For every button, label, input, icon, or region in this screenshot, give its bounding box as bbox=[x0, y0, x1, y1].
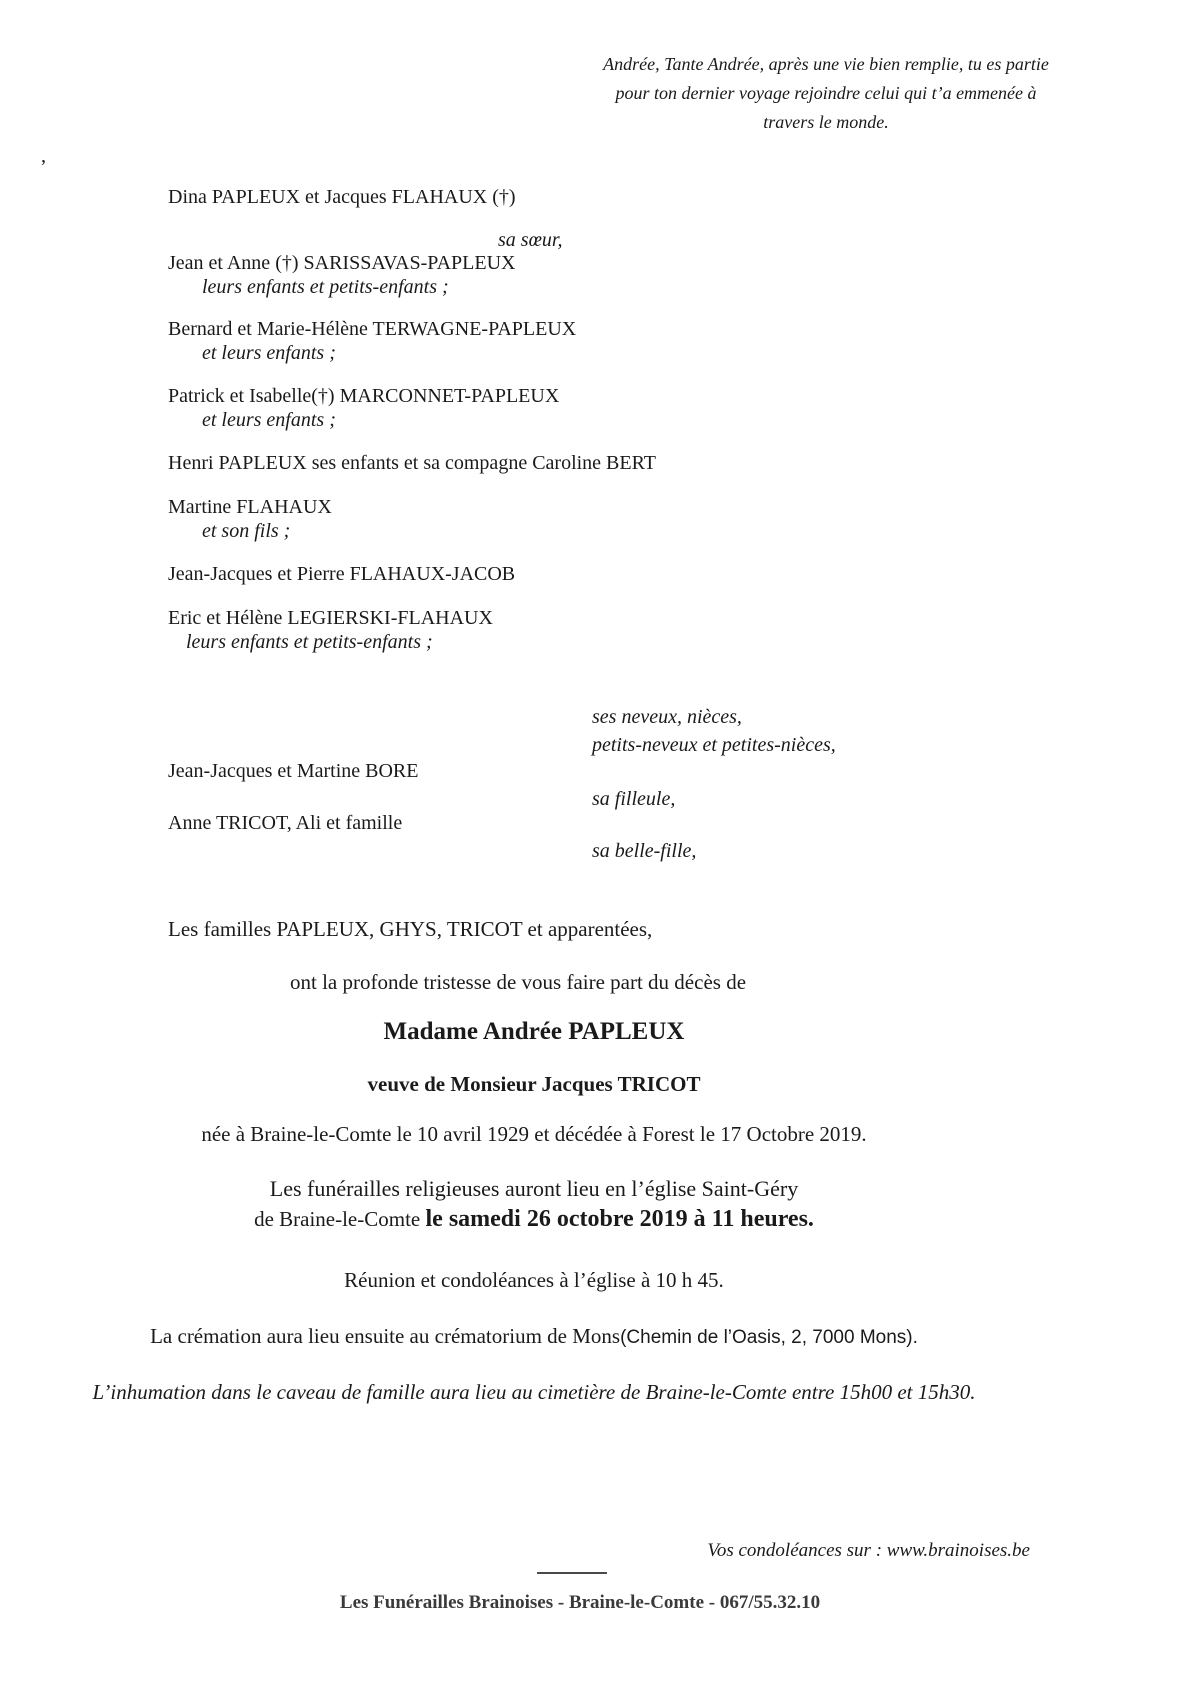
epigraph-line: Andrée, Tante Andrée, après une vie bien remplie, tu es partie bbox=[603, 54, 1049, 74]
funeral-line-1: Les funérailles religieuses auront lieu en l’église Saint-Géry bbox=[269, 1176, 799, 1201]
funeral-home-footer: Les Funérailles Brainoises - Braine-le-Comte - 067/55.32.10 bbox=[339, 1592, 821, 1613]
deceased-name: Madame Andrée PAPLEUX bbox=[383, 1018, 685, 1045]
gathering-line: Réunion et condoléances à l’église à 10 h 45. bbox=[344, 1268, 724, 1292]
relative-subline-jean-anne: leurs enfants et petits-enfants ; bbox=[202, 276, 449, 298]
relative-line-jj-pierre: Jean-Jacques et Pierre FLAHAUX-JACOB bbox=[168, 563, 516, 585]
families-line: Les familles PAPLEUX, GHYS, TRICOT et apparentées, bbox=[168, 917, 653, 941]
stray-mark: ’ bbox=[40, 156, 47, 178]
relative-subline-patrick: et leurs enfants ; bbox=[202, 409, 336, 431]
epigraph-quote bbox=[556, 50, 1096, 137]
announcement-intro: ont la profonde tristesse de vous faire part du décès de bbox=[290, 970, 747, 994]
condolences-line: Vos condoléances sur : www.brainoises.be bbox=[707, 1540, 1030, 1561]
relative-line-martine: Martine FLAHAUX bbox=[168, 496, 332, 518]
cremation-line bbox=[0, 1324, 1068, 1349]
funeral-line-2 bbox=[0, 1206, 1068, 1233]
relative-line-bernard: Bernard et Marie-Hélène TERWAGNE-PAPLEUX bbox=[168, 318, 577, 340]
epigraph-line: pour ton dernier voyage rejoindre celui qui t’a emmenée à bbox=[615, 83, 1037, 103]
birth-death-line: née à Braine-le-Comte le 10 avril 1929 et décédée à Forest le 17 Octobre 2019. bbox=[201, 1122, 867, 1146]
burial-line: L’inhumation dans le caveau de famille aura lieu au cimetière de Braine-le-Comte entre 15h00 et 15h30. bbox=[92, 1380, 976, 1404]
widow-of-line: veuve de Monsieur Jacques TRICOT bbox=[367, 1072, 701, 1096]
footer-divider bbox=[537, 1572, 607, 1574]
relative-line-patrick: Patrick et Isabelle(†) MARCONNET-PAPLEUX bbox=[168, 385, 560, 407]
funeral-line-2-place: de Braine-le-Comte bbox=[254, 1207, 426, 1231]
relative-line-eric: Eric et Hélène LEGIERSKI-FLAHAUX bbox=[168, 607, 493, 629]
relative-subline-eric: leurs enfants et petits-enfants ; bbox=[186, 631, 433, 653]
relation-label-nephews-line1: ses neveux, nièces, bbox=[592, 706, 742, 728]
relation-label-nephews-line2: petits-neveux et petites-nièces, bbox=[592, 734, 836, 756]
relative-subline-bernard: et leurs enfants ; bbox=[202, 342, 336, 364]
relation-label-sister: sa sœur, bbox=[498, 229, 563, 251]
epigraph-line: travers le monde. bbox=[763, 112, 889, 132]
relative-line-jj-bore: Jean-Jacques et Martine BORE bbox=[168, 760, 419, 782]
relative-line-anne-tricot: Anne TRICOT, Ali et famille bbox=[168, 812, 403, 834]
funeral-line-2-datetime: le samedi 26 octobre 2019 à 11 heures. bbox=[425, 1206, 814, 1232]
cremation-main: La crémation aura lieu ensuite au crématorium de Mons bbox=[150, 1324, 621, 1348]
relation-label-daughter-in-law: sa belle-fille, bbox=[592, 840, 697, 862]
relative-subline-martine: et son fils ; bbox=[202, 520, 291, 542]
relation-label-goddaughter: sa filleule, bbox=[592, 788, 676, 810]
relative-line-henri: Henri PAPLEUX ses enfants et sa compagne Caroline BERT bbox=[168, 452, 656, 474]
cremation-address: (Chemin de l’Oasis, 2, 7000 Mons). bbox=[620, 1327, 918, 1348]
relative-line-dina: Dina PAPLEUX et Jacques FLAHAUX (†) bbox=[168, 186, 516, 208]
relative-line-jean-anne: Jean et Anne (†) SARISSAVAS-PAPLEUX bbox=[168, 252, 516, 274]
